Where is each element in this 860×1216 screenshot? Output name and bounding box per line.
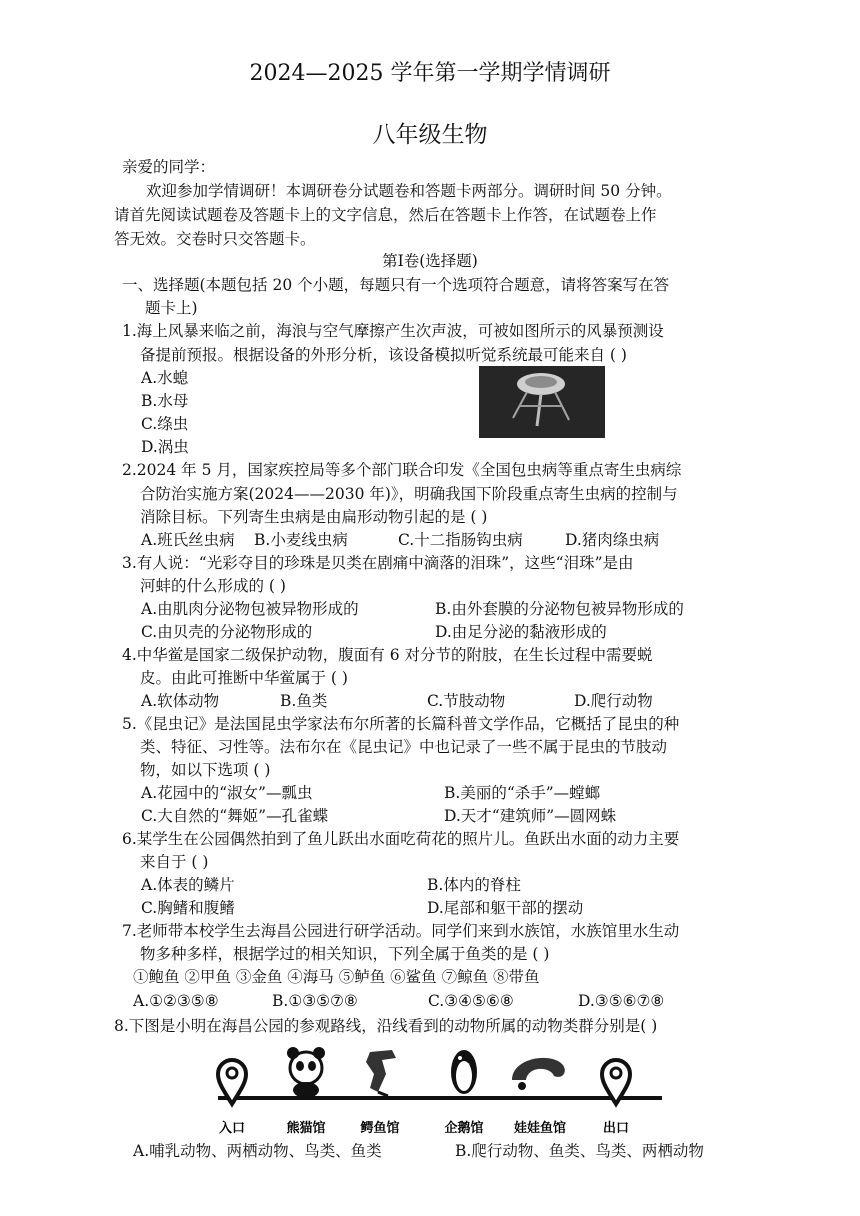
option: D.涡虫 [141, 438, 189, 456]
question-line: 8.下图是小明在海昌公园的参观路线，沿线看到的动物所属的动物类群分别是( ) [114, 1017, 658, 1035]
exam-title: 2024—2025 学年第一学期学情调研 [249, 61, 611, 86]
option: B.①③⑤⑦⑧ [272, 992, 358, 1010]
exam-subtitle: 八年级生物 [372, 122, 488, 148]
greeting: 亲爱的同学： [122, 158, 216, 176]
option: A.由肌肉分泌物包被异物形成的 [141, 600, 359, 618]
question-line: ①鲍鱼 ②甲鱼 ③金鱼 ④海马 ⑤鲈鱼 ⑥鲨鱼 ⑦鲸鱼 ⑧带鱼 [133, 968, 540, 986]
route-stop-label: 娃娃鱼馆 [513, 1120, 567, 1135]
question-line: 物，如以下选项 ( ) [140, 761, 271, 779]
visit-route-diagram [210, 1040, 670, 1140]
intro-line: 欢迎参加学情调研！本调研卷分试题卷和答题卡两部分。调研时间 50 分钟。 [146, 182, 672, 200]
option: D.猪肉绦虫病 [565, 531, 660, 549]
option: D.爬行动物 [574, 692, 653, 710]
option: B.由外套膜的分泌物包被异物形成的 [435, 600, 684, 618]
question-line: 河蚌的什么形成的 ( ) [140, 577, 286, 595]
question-line: 类、特征、习性等。法布尔在《昆虫记》中也记录了一些不属于昆虫的节肢动 [140, 738, 668, 756]
option: C.③④⑤⑥⑧ [428, 992, 514, 1010]
question-line: 5.《昆虫记》是法国昆虫学家法布尔所著的长篇科普文学作品，它概括了昆虫的种 [122, 715, 680, 733]
option: B.美丽的“杀手”—螳螂 [444, 784, 601, 802]
option: A.哺乳动物、两栖动物、鸟类、鱼类 [133, 1142, 382, 1160]
section-heading: 一、选择题(本题包括 20 个小题，每题只有一个选项符合题意，请将答案写在答 [122, 276, 670, 294]
salamander-icon [512, 1058, 565, 1090]
option: A.班氏丝虫病 [141, 531, 235, 549]
option: C.由贝壳的分泌物形成的 [141, 623, 313, 641]
option: C.大自然的“舞姬”—孔雀蝶 [141, 807, 329, 825]
route-stop-label: 出口 [602, 1120, 630, 1135]
question-line: 3.有人说：“光彩夺目的珍珠是贝类在剧痛中滴落的泪珠”，这些“泪珠”是由 [122, 554, 634, 572]
question-line: 4.中华鲎是国家二级保护动物，腹面有 6 对分节的附肢，在生长过程中需要蜕 [122, 646, 653, 664]
option: D.③⑤⑥⑦⑧ [578, 992, 665, 1010]
option: B.鱼类 [280, 692, 328, 710]
section-heading: 题卡上) [145, 299, 198, 317]
route-stop-label: 企鹅馆 [444, 1120, 484, 1135]
question-line: 皮。由此可推断中华鲎属于 ( ) [140, 669, 348, 687]
question-line: 7.老师带本校学生去海昌公园进行研学活动。同学们来到水族馆，水族馆里水生动 [122, 922, 680, 940]
question-line: 2.2024 年 5 月，国家疾控局等多个部门联合印发《全国包虫病等重点寄生虫病综 [122, 461, 682, 479]
option: C.绦虫 [141, 415, 189, 433]
question-line: 6.某学生在公园偶然拍到了鱼儿跃出水面吃荷花的照片儿。鱼跃出水面的动力主要 [122, 830, 680, 848]
question-line: 消除目标。下列寄生虫病是由扁形动物引起的是 ( ) [140, 508, 488, 526]
option: D.尾部和躯干部的摆动 [427, 899, 584, 917]
intro-line: 答无效。交卷时只交答题卡。 [114, 230, 316, 248]
question-line: 物多种多样，根据学过的相关知识，下列全属于鱼类的是 ( ) [140, 945, 550, 963]
intro-line: 请首先阅读试题卷及答题卡上的文字信息，然后在答题卡上作答，在试题卷上作 [114, 206, 657, 224]
option: D.天才“建筑师”—圆网蛛 [444, 807, 617, 825]
option: A.花园中的“淑女”—瓢虫 [141, 784, 313, 802]
option: C.胸鳍和腹鳍 [141, 899, 235, 917]
question-line: 备提前预报。根据设备的外形分析，该设备模拟听觉系统最可能来自 ( ) [140, 346, 627, 364]
option: B.小麦线虫病 [254, 531, 348, 549]
option: C.节肢动物 [427, 692, 506, 710]
question-line: 来自于 ( ) [140, 853, 209, 871]
option: B.爬行动物、鱼类、鸟类、两栖动物 [455, 1142, 704, 1160]
option: B.水母 [141, 392, 189, 410]
option: D.由足分泌的黏液形成的 [435, 623, 607, 641]
section-title: 第Ⅰ卷(选择题) [382, 252, 478, 270]
option: B.体内的脊柱 [427, 876, 521, 894]
option: C.十二指肠钩虫病 [398, 531, 523, 549]
crocodile-icon [366, 1050, 396, 1096]
route-stop-label: 鳄鱼馆 [360, 1120, 400, 1135]
question-line: 合防治实施方案(2024——2030 年)》，明确我国下阶段重点寄生虫病的控制与 [140, 485, 678, 503]
route-stop-label: 熊猫馆 [286, 1120, 326, 1135]
option: A.软体动物 [141, 692, 220, 710]
storm-predictor-photo [479, 366, 605, 438]
penguin-icon [451, 1050, 477, 1094]
panda-icon [287, 1047, 325, 1098]
option: A.水螅 [141, 369, 189, 387]
question-line: 1.海上风暴来临之前，海浪与空气摩擦产生次声波，可被如图所示的风暴预测设 [122, 322, 664, 340]
option: A.体表的鳞片 [141, 876, 235, 894]
option: A.①②③⑤⑧ [133, 992, 219, 1010]
route-stop-label: 入口 [218, 1120, 246, 1135]
